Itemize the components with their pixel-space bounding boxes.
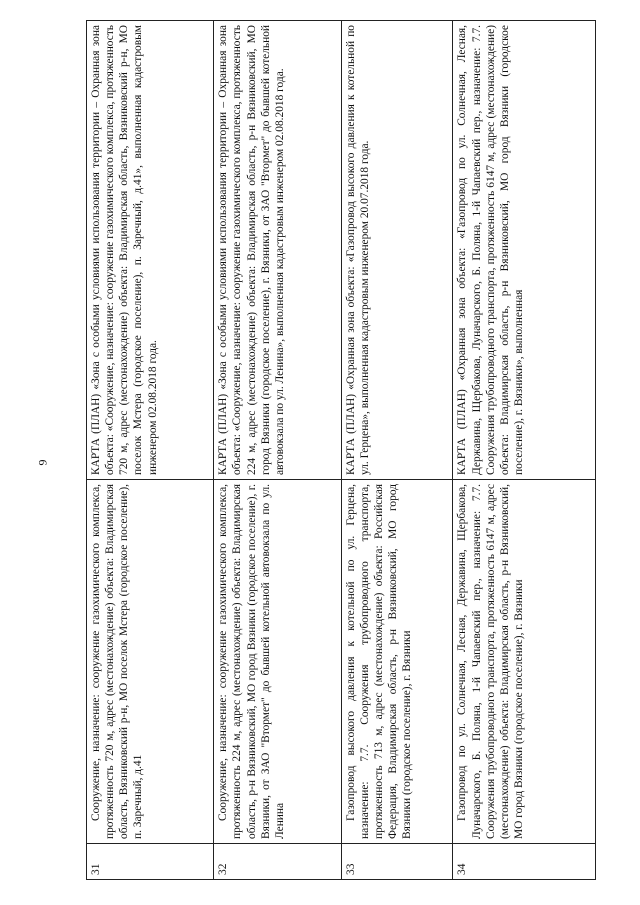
object-description: Газопровод по ул. Солнечная, Лесная, Державина, Щербакова, Луначарского, Б. Поляна, 1-й Чапаевский пер., назначение: 7.7. Сооружения трубопроводного транспорта, протяженность 6147 м, адрес (местонахождение) объекта: Владимирская область, р-н Вязниковский, МО город Вязники (городское поселение), г. Вязники bbox=[453, 480, 596, 844]
table-row bbox=[453, 21, 596, 880]
table-row bbox=[214, 21, 341, 880]
document-description: КАРТА (ПЛАН) «Охранная зона объекта: «Газопровод по ул. Солнечная, Лесная, Державина, Щербакова, Луначарского, Б. Поляна, 1-й Чапаевский пер., назначение: 7.7. Сооружения трубопроводного транспорта, протяженность 6147 м, адрес (местонахождение) объекта: Владимирская область, р-н Вязниковский, МО город Вязники (городское поселение), г. Вязники», выполненная bbox=[453, 21, 596, 480]
row-number: 33 bbox=[341, 844, 453, 880]
rotated-content bbox=[86, 20, 596, 880]
register-table bbox=[86, 20, 596, 880]
document-description: КАРТА (ПЛАН) «Охранная зона объекта: «Газопровод высокого давления к котельной по ул. Герцена», выполненная кадастровым инженером 20.07.2018 года. bbox=[341, 21, 453, 480]
object-description: Сооружение, назначение: сооружение газохимического комплекса, протяженность 720 м, адрес (местонахождение) объекта: Владимирская область, Вязниковский р-н, МО поселок Мстера (городское поселение), п. Заречный, д.41 bbox=[87, 480, 214, 844]
row-number: 32 bbox=[214, 844, 341, 880]
object-description: Сооружение, назначение: сооружение газохимического комплекса, протяженность 224 м, адрес (местонахождение) объекта: Владимирская область, р-н Вязниковский, МО город Вязники (городское поселение), г. Вязники, от ЗАО "Втормет" до бывшей котельной автовокзала по ул. Ленина bbox=[214, 480, 341, 844]
table-row bbox=[87, 21, 214, 880]
row-number: 34 bbox=[453, 844, 596, 880]
document-description: КАРТА (ПЛАН) «Зона с особыми условиями использования территории – Охранная зона объекта: «Сооружение, назначение: сооружение газохимического комплекса, протяженность 720 м, адрес (местонахождение) объекта: Владимирская область, Вязниковский р-н, МО поселок Мстера (городское поселение), п. Заречный, д.41», выполненная кадастровым инженером 02.08.2018 года. bbox=[87, 21, 214, 480]
object-description: Газопровод высокого давления к котельной по ул. Герцена, назначение: 7.7. Сооружения трубопроводного транспорта, протяженность 713 м, адрес (местонахождение) объекта: Российская Федерация, Владимирская область, р-н Вязниковский, МО город Вязники (городское поселение), г. Вязники bbox=[341, 480, 453, 844]
document-description: КАРТА (ПЛАН) «Зона с особыми условиями использования территории – Охранная зона объекта: «Сооружение, назначение: сооружение газохимического комплекса, протяженность 224 м, адрес (местонахождение) объекта: Владимирская область, р-н Вязниковский, МО город Вязники (городское поселение), г. Вязники, от ЗАО "Втормет" до бывшей котельной автовокзала по ул. Ленина», выполненная кадастровым инженером 02.08.2018 года. bbox=[214, 21, 341, 480]
table-row bbox=[341, 21, 453, 880]
page-number: 9 bbox=[35, 459, 50, 466]
row-number: 31 bbox=[87, 844, 214, 880]
